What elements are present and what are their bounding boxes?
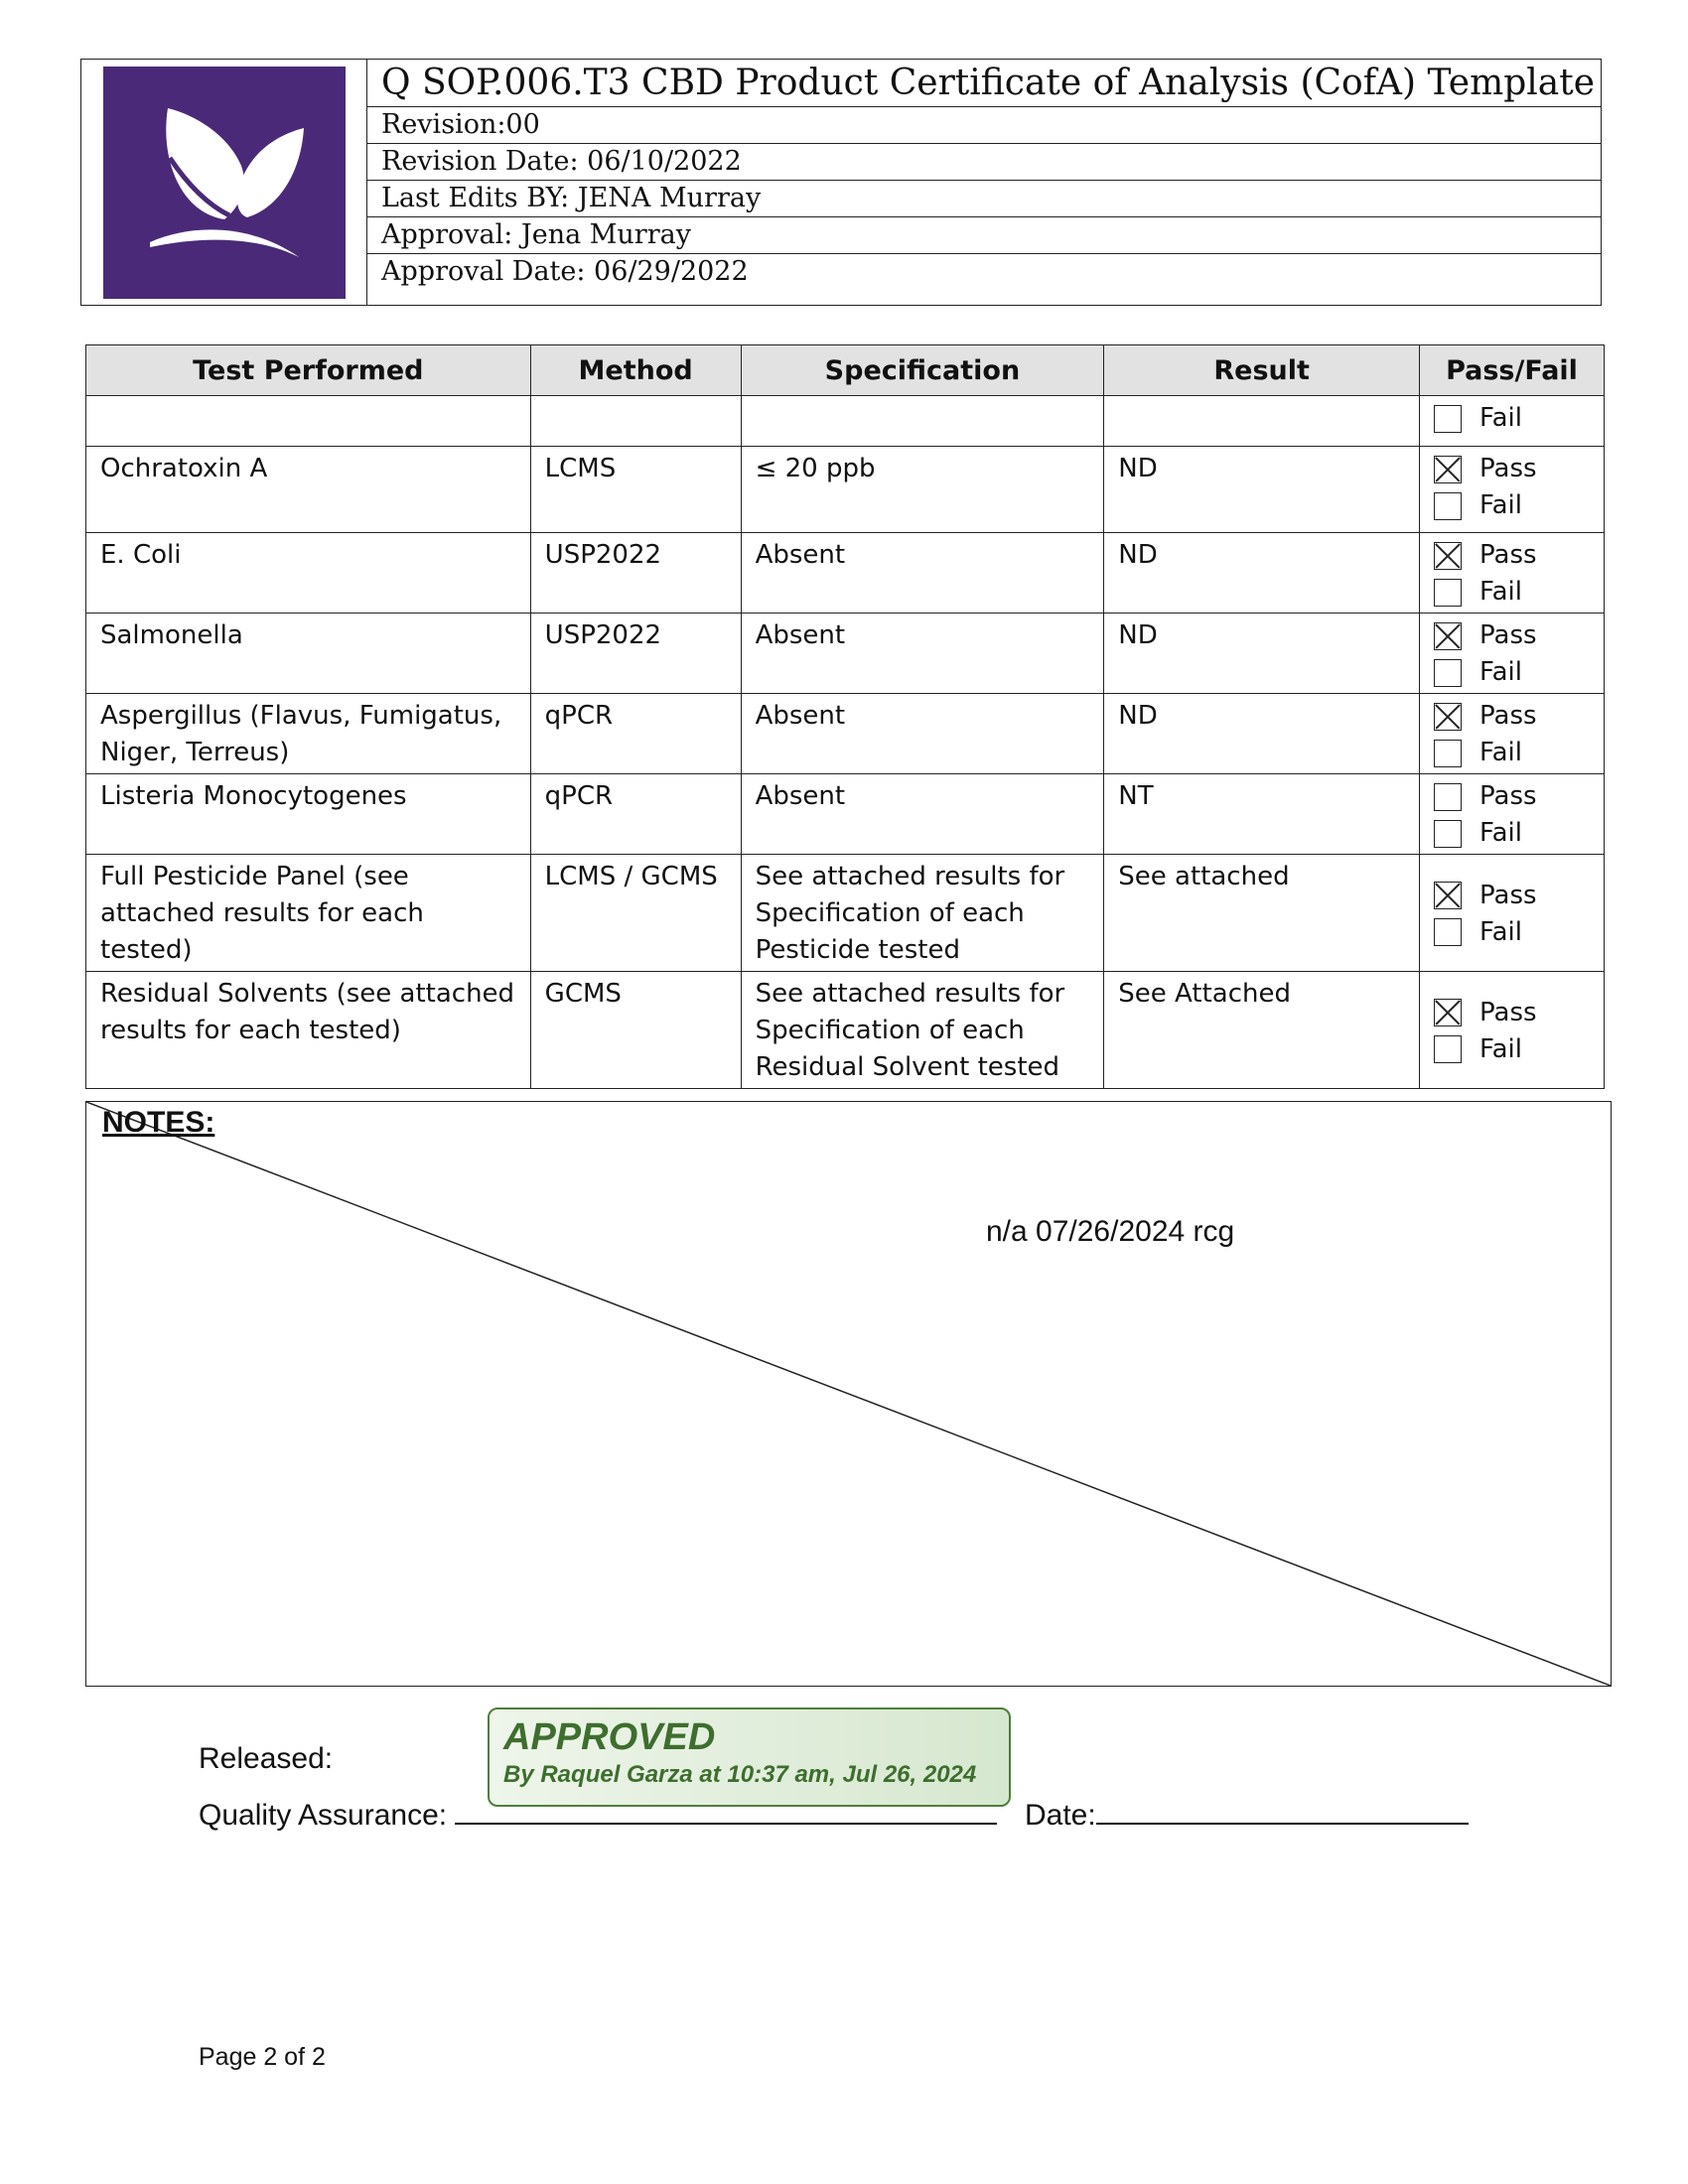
cell-result: ND <box>1104 447 1420 533</box>
stamp-title: APPROVED <box>503 1716 716 1758</box>
cell-method: USP2022 <box>530 614 741 694</box>
fail-label: Fail <box>1479 577 1522 607</box>
page-number: Page 2 of 2 <box>199 2043 326 2071</box>
fail-label: Fail <box>1479 1033 1522 1064</box>
date-blank <box>1096 1795 1469 1825</box>
cell-test: Aspergillus (Flavus, Fumigatus, Niger, Terreus) <box>86 694 531 774</box>
cell-spec: See attached results for Specification of each Residual Solvent tested <box>741 972 1104 1089</box>
cell-method <box>530 396 741 447</box>
notes-box <box>85 1101 1612 1687</box>
strike-through-line <box>86 1102 1611 1686</box>
header-info <box>367 60 1601 305</box>
pass-label: Pass <box>1479 880 1537 910</box>
cell-test <box>86 396 531 447</box>
table-row <box>86 614 1605 694</box>
cell-spec: See attached results for Specification of each Pesticide tested <box>741 855 1104 972</box>
cell-spec: Absent <box>741 694 1104 774</box>
revision-date: Revision Date: 06/10/2022 <box>367 144 1601 181</box>
cell-test: E. Coli <box>86 533 531 614</box>
cell-method: LCMS <box>530 447 741 533</box>
table-row <box>86 855 1605 972</box>
cell-pass-fail <box>1420 774 1605 855</box>
cell-result: ND <box>1104 533 1420 614</box>
pass-label: Pass <box>1479 454 1537 483</box>
cell-spec: ≤ 20 ppb <box>741 447 1104 533</box>
cell-spec <box>741 396 1104 447</box>
notes-text: n/a 07/26/2024 rcg <box>986 1215 1235 1248</box>
cell-test: Salmonella <box>86 614 531 694</box>
cell-method: USP2022 <box>530 533 741 614</box>
col-test-performed: Test Performed <box>86 345 531 396</box>
cell-method: GCMS <box>530 972 741 1089</box>
stamp-signed-by: By Raquel Garza at 10:37 am, Jul 26, 2024 <box>503 1761 977 1788</box>
pass-label: Pass <box>1479 997 1537 1027</box>
cell-pass-fail <box>1420 533 1605 614</box>
cell-method: LCMS / GCMS <box>530 855 741 972</box>
pass-label: Pass <box>1479 620 1537 650</box>
cell-method: qPCR <box>530 694 741 774</box>
pass-label: Pass <box>1479 781 1537 811</box>
date-label: Date: <box>1025 1799 1096 1832</box>
test-results-table <box>85 344 1605 1089</box>
cell-method: qPCR <box>530 774 741 855</box>
pass-checkbox[interactable] <box>1434 542 1462 570</box>
pass-checkbox[interactable] <box>1434 622 1462 650</box>
cell-result: ND <box>1104 694 1420 774</box>
table-row <box>86 447 1605 533</box>
cell-result: See attached <box>1104 855 1420 972</box>
fail-label: Fail <box>1479 403 1522 433</box>
pass-checkbox[interactable] <box>1434 703 1462 731</box>
table-row <box>86 533 1605 614</box>
cell-pass-fail <box>1420 855 1605 972</box>
cell-test: Listeria Monocytogenes <box>86 774 531 855</box>
table-row <box>86 694 1605 774</box>
approval-date: Approval Date: 06/29/2022 <box>381 256 749 287</box>
cell-result: ND <box>1104 614 1420 694</box>
cell-result: See Attached <box>1104 972 1420 1089</box>
cell-pass-fail <box>1420 447 1605 533</box>
last-edits: Last Edits BY: JENA Murray <box>367 181 1601 217</box>
col-result: Result <box>1104 345 1420 396</box>
fail-checkbox[interactable] <box>1434 740 1462 767</box>
cell-pass-fail <box>1420 396 1605 447</box>
fail-checkbox[interactable] <box>1434 579 1462 607</box>
table-row <box>86 972 1605 1089</box>
cell-spec: Absent <box>741 774 1104 855</box>
pass-checkbox[interactable] <box>1434 999 1462 1026</box>
leaf-logo-icon <box>130 88 319 277</box>
date-line <box>1025 1795 1469 1833</box>
fail-checkbox[interactable] <box>1434 659 1462 687</box>
cell-pass-fail <box>1420 972 1605 1089</box>
cell-test: Ochratoxin A <box>86 447 531 533</box>
pass-checkbox[interactable] <box>1434 456 1462 483</box>
document-title: Q SOP.006.T3 CBD Product Certificate of Analysis (CofA) Template <box>367 60 1601 107</box>
pass-label: Pass <box>1479 701 1537 731</box>
cell-result: NT <box>1104 774 1420 855</box>
fail-label: Fail <box>1479 657 1522 687</box>
approval: Approval: Jena Murray <box>367 217 1601 254</box>
company-logo <box>103 67 346 299</box>
cell-test: Residual Solvents (see attached results for each tested) <box>86 972 531 1089</box>
approved-stamp <box>488 1707 1011 1807</box>
released-label: Released: <box>199 1742 334 1775</box>
logo-cell <box>81 60 367 305</box>
fail-checkbox[interactable] <box>1434 492 1462 520</box>
cell-pass-fail <box>1420 694 1605 774</box>
fail-label: Fail <box>1479 916 1522 947</box>
document-header <box>80 59 1602 306</box>
table-row <box>86 774 1605 855</box>
fail-checkbox[interactable] <box>1434 918 1462 946</box>
qa-label: Quality Assurance: <box>199 1799 448 1832</box>
cell-result <box>1104 396 1420 447</box>
table-row <box>86 396 1605 447</box>
col-specification: Specification <box>741 345 1104 396</box>
fail-label: Fail <box>1479 818 1522 848</box>
cell-pass-fail <box>1420 614 1605 694</box>
cell-spec: Absent <box>741 533 1104 614</box>
notes-label: NOTES: <box>102 1106 215 1139</box>
fail-checkbox[interactable] <box>1434 1035 1462 1063</box>
col-method: Method <box>530 345 741 396</box>
col-pass-fail: Pass/Fail <box>1420 345 1605 396</box>
cell-test: Full Pesticide Panel (see attached results for each tested) <box>86 855 531 972</box>
pass-checkbox[interactable] <box>1434 882 1462 909</box>
pass-label: Pass <box>1479 540 1537 570</box>
fail-checkbox[interactable] <box>1434 405 1462 433</box>
cell-spec: Absent <box>741 614 1104 694</box>
pass-checkbox[interactable] <box>1434 783 1462 811</box>
revision: Revision:00 <box>367 107 1601 144</box>
fail-checkbox[interactable] <box>1434 820 1462 848</box>
fail-label: Fail <box>1479 490 1522 520</box>
table-header-row <box>86 345 1605 396</box>
fail-label: Fail <box>1479 738 1522 767</box>
